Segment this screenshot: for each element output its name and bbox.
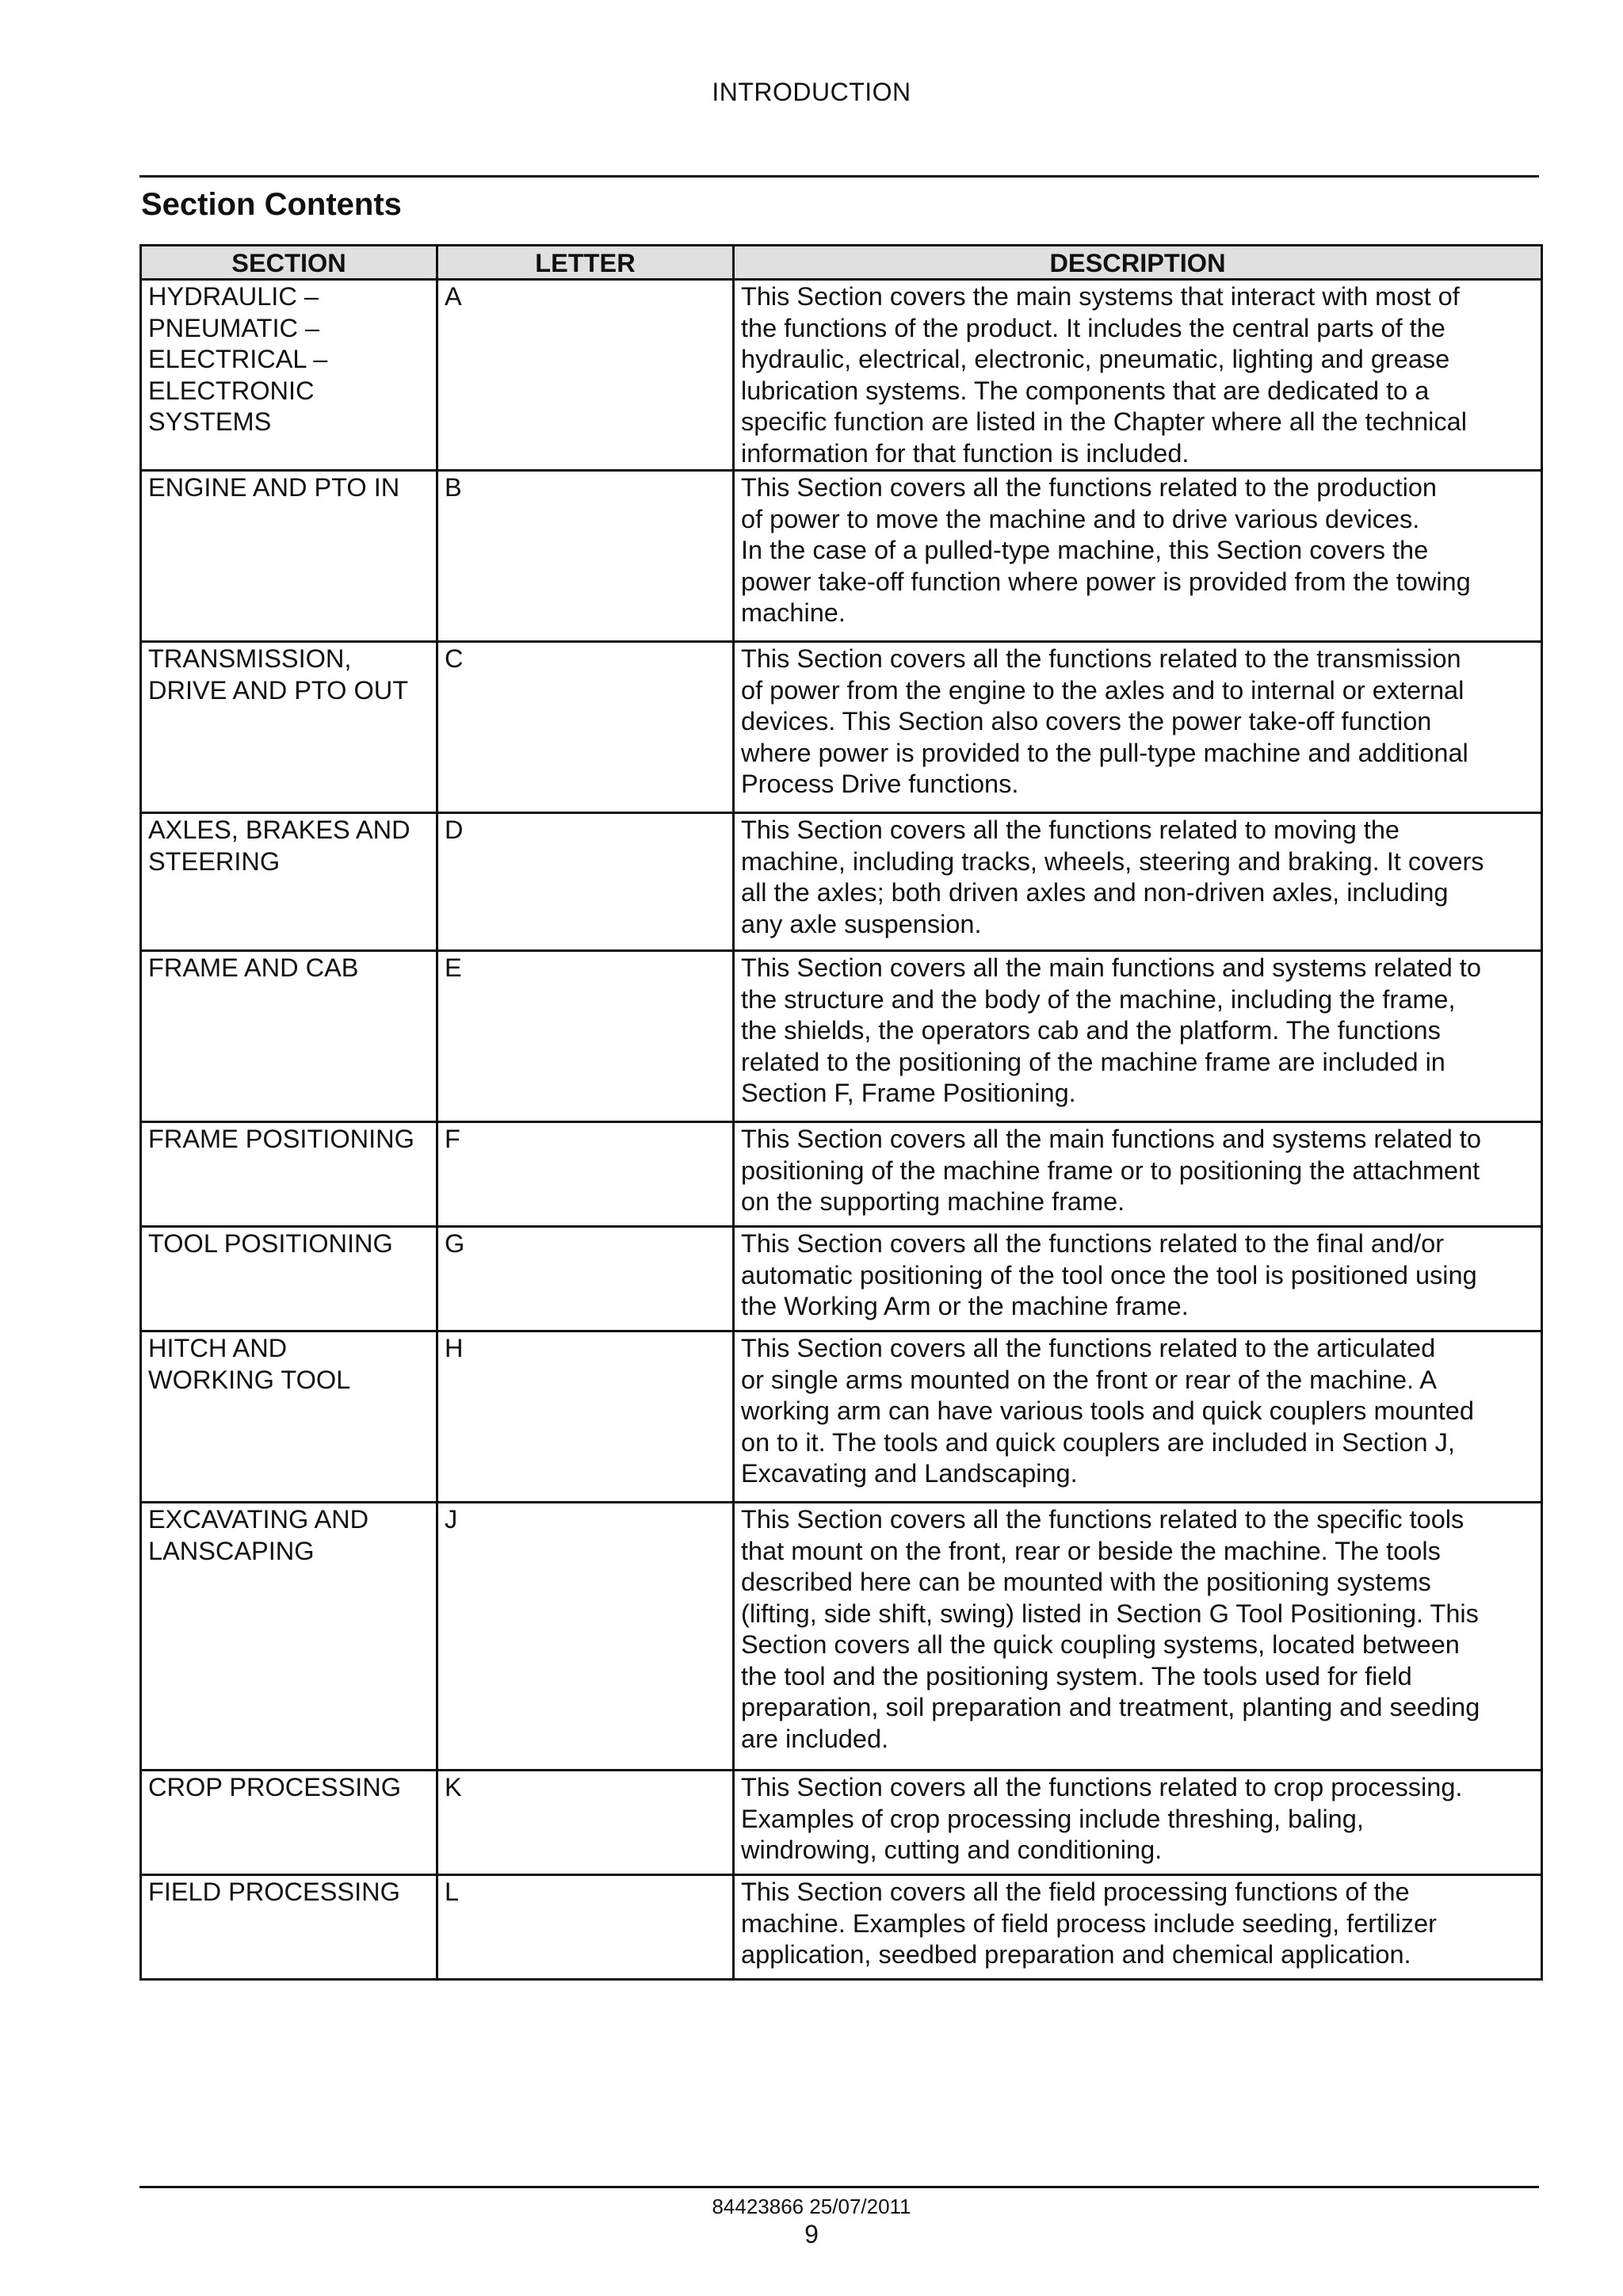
section-name-cell: HYDRAULIC – PNEUMATIC – ELECTRICAL – ELECTRONIC SYSTEMS <box>141 280 437 471</box>
document-reference: 84423866 25/07/2011 <box>712 2195 911 2218</box>
section-description-cell: This Section covers the main systems that interact with most of the functions of the product. It includes the central parts of the hydraulic, electrical, electronic, pneumatic, lighting and grease lubrication systems. The components that are dedicated to a specific function are listed in the Chapter where all the technical information for that function is included. <box>734 280 1542 471</box>
section-description-cell: This Section covers all the functions related to the specific tools that mount on the front, rear or beside the machine. The tools described here can be mounted with the positioning systems (lifting, side shift, swing) listed in Section G Tool Positioning. This Section covers all the quick coupling systems, located between the tool and the positioning system. The tools used for field preparation, soil preparation and treatment, planting and seeding are included. <box>734 1503 1542 1771</box>
section-letter-cell: H <box>437 1331 734 1503</box>
section-description-cell: This Section covers all the main functions and systems related to positioning of the machine frame or to positioning the attachment on the supporting machine frame. <box>734 1122 1542 1227</box>
section-name-cell: ENGINE AND PTO IN <box>141 471 437 642</box>
section-letter-cell: G <box>437 1227 734 1331</box>
column-header-section: SECTION <box>141 246 437 280</box>
table-row <box>141 813 1542 951</box>
section-description-cell: This Section covers all the functions related to the articulated or single arms mounted on the front or rear of the machine. A working arm can have various tools and quick couplers mounted on to it. The tools and quick couplers are included in Section J, Excavating and Landscaping. <box>734 1331 1542 1503</box>
section-description-cell: This Section covers all the main functions and systems related to the structure and the body of the machine, including the frame, the shields, the operators cab and the platform. The functions related to the positioning of the machine frame are included in Section F, Frame Positioning. <box>734 951 1542 1122</box>
section-letter-cell: B <box>437 471 734 642</box>
table-row <box>141 642 1542 813</box>
table-header-row <box>141 246 1542 280</box>
page-header: INTRODUCTION <box>712 78 911 106</box>
table-body <box>141 280 1542 1980</box>
table-row <box>141 1875 1542 1980</box>
section-description-cell: This Section covers all the field processing functions of the machine. Examples of field process include seeding, fertilizer application, seedbed preparation and chemical application. <box>734 1875 1542 1980</box>
section-description-cell: This Section covers all the functions related to the final and/or automatic positioning of the tool once the tool is positioned using the Working Arm or the machine frame. <box>734 1227 1542 1331</box>
table-row <box>141 1227 1542 1331</box>
table-row <box>141 951 1542 1122</box>
section-letter-cell: E <box>437 951 734 1122</box>
column-header-letter: LETTER <box>437 246 734 280</box>
table-row <box>141 1331 1542 1503</box>
section-name-cell: FRAME AND CAB <box>141 951 437 1122</box>
section-letter-cell: A <box>437 280 734 471</box>
table-row <box>141 471 1542 642</box>
section-letter-cell: L <box>437 1875 734 1980</box>
section-letter-cell: K <box>437 1771 734 1875</box>
section-name-cell: TRANSMISSION, DRIVE AND PTO OUT <box>141 642 437 813</box>
table-row <box>141 280 1542 471</box>
section-description-cell: This Section covers all the functions related to the production of power to move the machine and to drive various devices. In the case of a pulled-type machine, this Section covers the power take-off function where power is provided from the towing machine. <box>734 471 1542 642</box>
section-title: Section Contents <box>141 187 402 222</box>
section-contents-table <box>139 244 1543 1981</box>
section-name-cell: FRAME POSITIONING <box>141 1122 437 1227</box>
table-row <box>141 1771 1542 1875</box>
section-letter-cell: C <box>437 642 734 813</box>
table-row <box>141 1503 1542 1771</box>
section-description-cell: This Section covers all the functions related to moving the machine, including tracks, wheels, steering and braking. It covers all the axles; both driven axles and non-driven axles, including any axle suspension. <box>734 813 1542 951</box>
section-name-cell: TOOL POSITIONING <box>141 1227 437 1331</box>
section-description-cell: This Section covers all the functions related to crop processing. Examples of crop processing include threshing, baling, windrowing, cutting and conditioning. <box>734 1771 1542 1875</box>
section-letter-cell: F <box>437 1122 734 1227</box>
section-letter-cell: D <box>437 813 734 951</box>
section-name-cell: EXCAVATING AND LANSCAPING <box>141 1503 437 1771</box>
section-description-cell: This Section covers all the functions related to the transmission of power from the engine to the axles and to internal or external devices. This Section also covers the power take-off function where power is provided to the pull-type machine and additional Process Drive functions. <box>734 642 1542 813</box>
section-name-cell: FIELD PROCESSING <box>141 1875 437 1980</box>
footer-rule <box>139 2186 1539 2188</box>
section-letter-cell: J <box>437 1503 734 1771</box>
header-rule <box>139 175 1539 178</box>
section-name-cell: AXLES, BRAKES AND STEERING <box>141 813 437 951</box>
column-header-description: DESCRIPTION <box>734 246 1542 280</box>
table-row <box>141 1122 1542 1227</box>
section-name-cell: HITCH AND WORKING TOOL <box>141 1331 437 1503</box>
section-name-cell: CROP PROCESSING <box>141 1771 437 1875</box>
page-number: 9 <box>804 2220 819 2248</box>
